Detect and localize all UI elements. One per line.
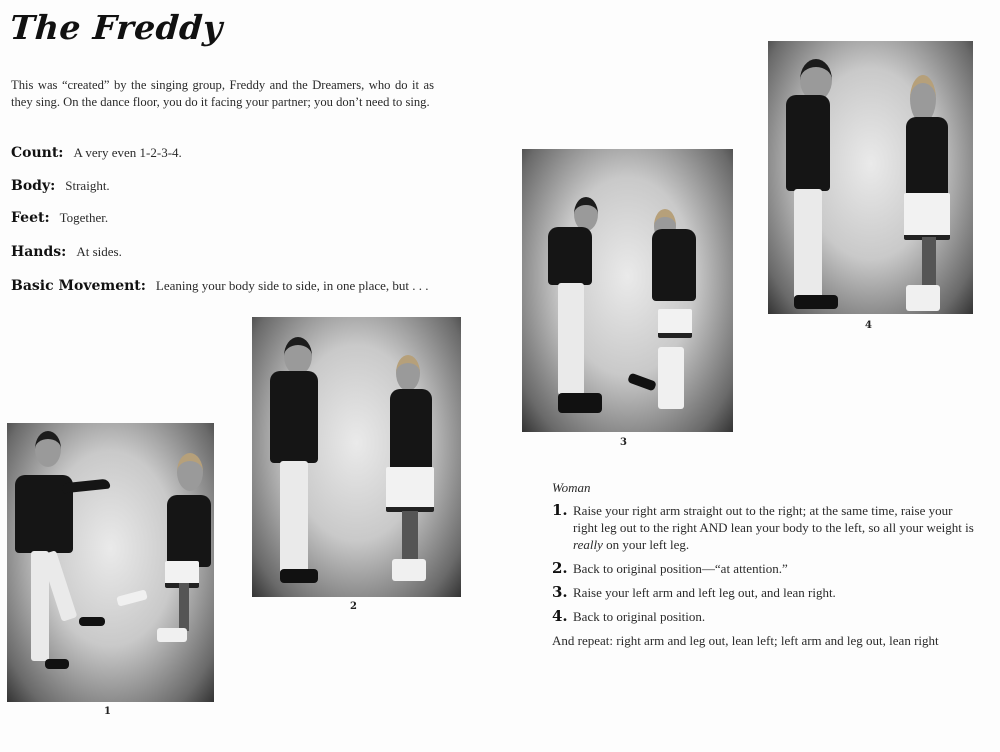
woman-steps bbox=[552, 502, 974, 649]
section-heading-woman: Woman bbox=[552, 480, 591, 495]
step-text: Raise your left arm and left leg out, and lean right. bbox=[573, 585, 836, 600]
photo-caption-2: 2 bbox=[350, 601, 357, 612]
photo-1 bbox=[7, 423, 214, 702]
field-value: At sides. bbox=[76, 244, 122, 259]
field-value: Together. bbox=[59, 210, 109, 225]
step-text-part: Raise your right arm straight out to the right; at the same time, raise your right leg out to the right AND lean your body to the left, so all your weight is bbox=[573, 503, 974, 535]
step-number: 2. bbox=[552, 559, 568, 577]
field-value: Leaning your body side to side, in one place, but . . . bbox=[155, 278, 429, 293]
step-text: Back to original position. bbox=[573, 609, 706, 624]
step-1 bbox=[552, 502, 974, 553]
step-number: 1. bbox=[552, 501, 568, 519]
field-feet bbox=[11, 210, 434, 226]
step-text bbox=[573, 502, 974, 553]
step-emphasis: really bbox=[573, 537, 603, 552]
field-body bbox=[11, 178, 434, 194]
photo-caption-4: 4 bbox=[865, 320, 872, 331]
photo-caption-3: 3 bbox=[620, 437, 627, 448]
field-label: Hands: bbox=[11, 244, 67, 260]
field-basic-movement bbox=[11, 278, 434, 294]
repeat-instructions: And repeat: right arm and leg out, lean left; left arm and leg out, lean right bbox=[552, 633, 939, 648]
intro-paragraph: This was “created” by the singing group, Freddy and the Dreamers, who do it as they sing. On the dance floor, you do it facing your partner; you don’t need to sing. bbox=[11, 78, 434, 109]
step-2 bbox=[552, 560, 974, 577]
field-count bbox=[11, 145, 434, 161]
field-label: Body: bbox=[11, 178, 56, 194]
photo-3 bbox=[522, 149, 733, 432]
step-text: Back to original position—“at attention.” bbox=[573, 561, 788, 576]
photo-caption-1: 1 bbox=[104, 706, 111, 717]
step-text-part: on your left leg. bbox=[602, 537, 690, 552]
step-number: 3. bbox=[552, 583, 568, 601]
field-value: Straight. bbox=[65, 178, 110, 193]
step-4 bbox=[552, 608, 974, 625]
step-3 bbox=[552, 584, 974, 601]
field-label: Feet: bbox=[11, 210, 50, 226]
field-label: Basic Movement: bbox=[11, 278, 146, 294]
field-hands bbox=[11, 244, 434, 260]
field-value: A very even 1-2-3-4. bbox=[73, 145, 182, 160]
page-title: The Freddy bbox=[8, 8, 224, 47]
photo-4 bbox=[768, 41, 973, 314]
step-number: 4. bbox=[552, 607, 568, 625]
photo-2 bbox=[252, 317, 461, 597]
field-label: Count: bbox=[11, 145, 64, 161]
